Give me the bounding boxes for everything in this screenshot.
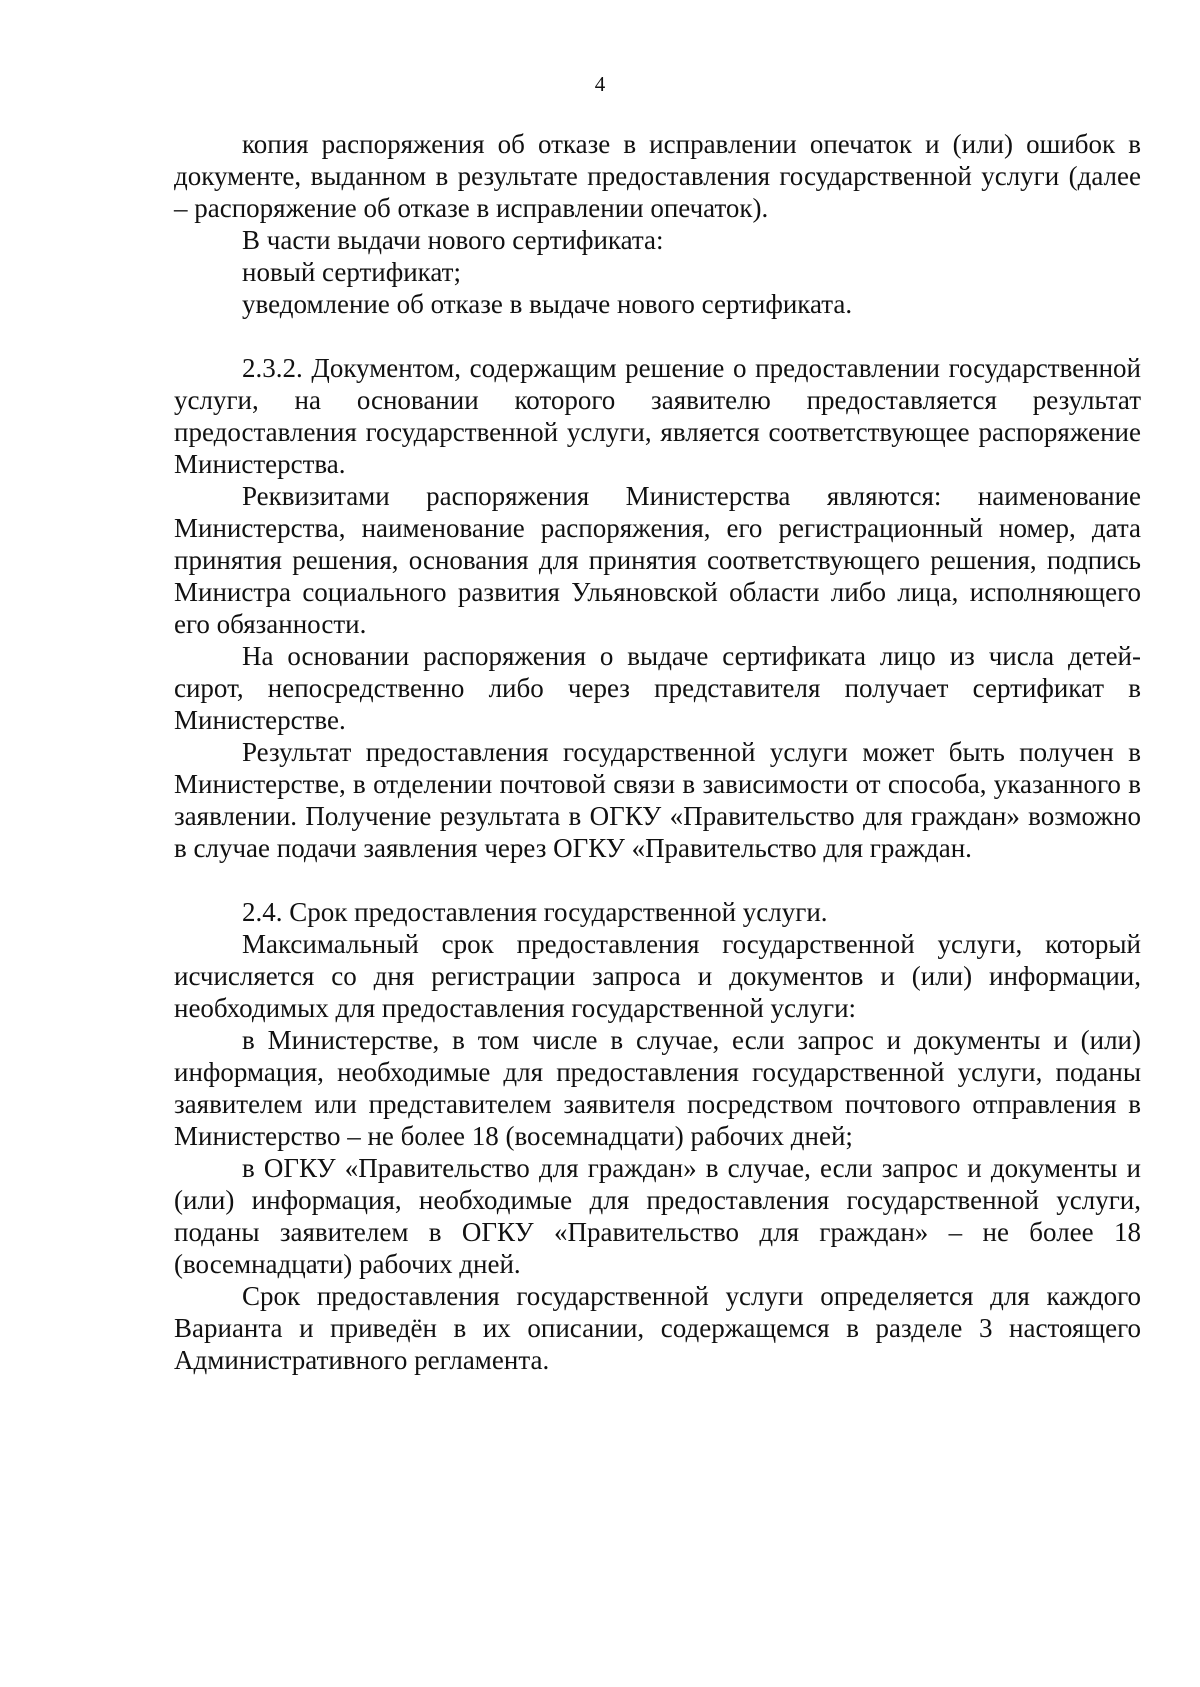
paragraph-copy-refusal-order: копия распоряжения об отказе в исправлении опечаток и (или) ошибок в документе, выданном в результате предоставления государственной услуги (далее – распоряжение об отказе в исправлении опечаток). <box>174 129 1141 223</box>
paragraph-spacer <box>174 864 1141 896</box>
document-body <box>174 128 1141 1376</box>
paragraph-refusal-notice: уведомление об отказе в выдаче нового сертификата. <box>242 289 853 319</box>
paragraph-ministry-term: в Министерстве, в том числе в случае, если запрос и документы и (или) информация, необходимые для предоставления государственной услуги, поданы заявителем или представителем заявителя посредством почтового отправления в Министерство – не более 18 (восемнадцати) рабочих дней; <box>174 1025 1141 1151</box>
paragraph-2-3-2: 2.3.2. Документом, содержащим решение о предоставлении государственной услуги, на основании которого заявителю предоставляется результат предоставления государственной услуги, является соответствующее распоряжение Министерства. <box>174 353 1141 479</box>
paragraph-new-certificate-heading: В части выдачи нового сертификата: <box>242 225 664 255</box>
paragraph-new-certificate: новый сертификат; <box>242 257 461 287</box>
paragraph-result-delivery: Результат предоставления государственной услуги может быть получен в Министерстве, в отделении почтовой связи в зависимости от способа, указанного в заявлении. Получение результата в ОГКУ «Правительство для граждан» возможно в случае подачи заявления через ОГКУ «Правительство для граждан. <box>174 737 1141 863</box>
paragraph-variant-term: Срок предоставления государственной услуги определяется для каждого Варианта и приведён в их описании, содержащемся в разделе 3 настоящего Административного регламента. <box>174 1281 1141 1375</box>
paragraph-ogku-term: в ОГКУ «Правительство для граждан» в случае, если запрос и документы и (или) информация, необходимые для предоставления государственной услуги, поданы заявителем в ОГКУ «Правительство для граждан» – не более 18 (восемнадцати) рабочих дней. <box>174 1153 1141 1279</box>
paragraph-spacer <box>174 320 1141 352</box>
paragraph-maximum-term: Максимальный срок предоставления государственной услуги, который исчисляется со дня регистрации запроса и документов и (или) информации, необходимых для предоставления государственной услуги: <box>174 929 1141 1023</box>
paragraph-order-details: Реквизитами распоряжения Министерства являются: наименование Министерства, наименование распоряжения, его регистрационный номер, дата принятия решения, основания для принятия соответствующего решения, подпись Министра социального развития Ульяновской области либо лица, исполняющего его обязанности. <box>174 481 1141 639</box>
page-number: 4 <box>594 72 606 96</box>
section-heading-2-4: 2.4. Срок предоставления государственной услуги. <box>242 897 828 927</box>
paragraph-certificate-issue: На основании распоряжения о выдаче сертификата лицо из числа детей-сирот, непосредственно либо через представителя получает сертификат в Министерстве. <box>174 641 1141 735</box>
